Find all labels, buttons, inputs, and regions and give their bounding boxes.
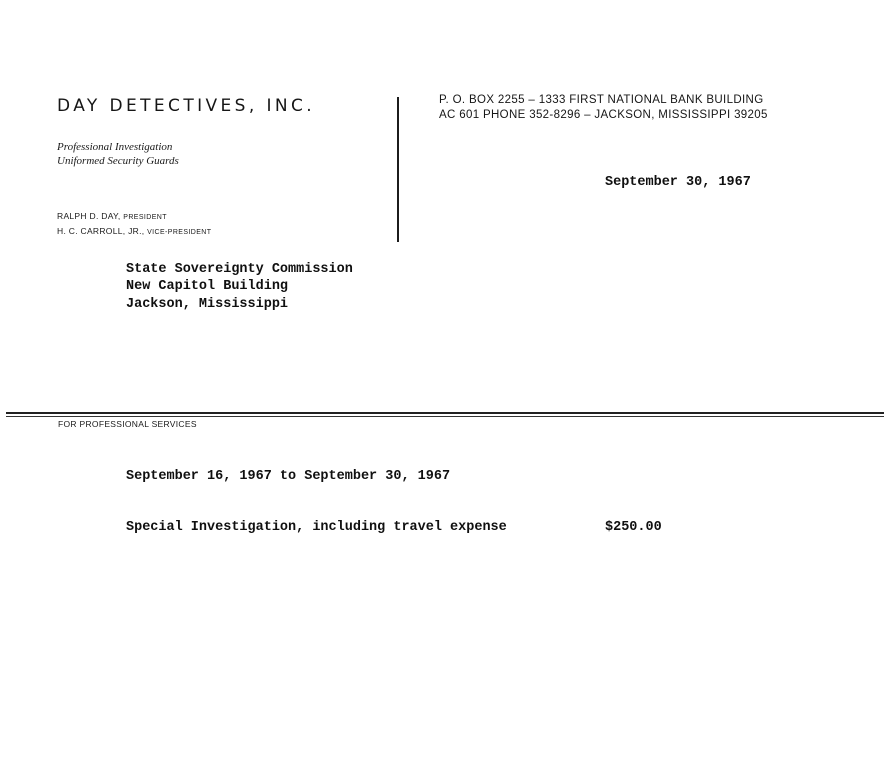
officer-title: PRESIDENT <box>123 214 167 221</box>
address-line-2: AC 601 PHONE 352-8296 – JACKSON, MISSISSIPPI 39205 <box>439 109 768 121</box>
service-item-description: Special Investigation, including travel expense <box>126 520 507 535</box>
tagline-security-guards: Uniformed Security Guards <box>57 155 179 167</box>
section-divider-top <box>6 412 884 414</box>
services-heading: FOR PROFESSIONAL SERVICES <box>58 419 197 429</box>
service-period: September 16, 1967 to September 30, 1967 <box>126 469 451 484</box>
letterhead-divider <box>397 97 399 242</box>
officer-name: H. C. CARROLL, JR., <box>57 226 145 236</box>
officer-president <box>57 211 167 221</box>
tagline-investigation: Professional Investigation <box>57 141 173 153</box>
officer-title: VICE-PRESIDENT <box>147 229 212 236</box>
section-divider-bottom <box>6 416 884 417</box>
officer-name: RALPH D. DAY, <box>57 211 121 221</box>
recipient-line-3: Jackson, Mississippi <box>126 297 289 312</box>
service-item-amount: $250.00 <box>605 520 662 535</box>
address-line-1: P. O. BOX 2255 – 1333 FIRST NATIONAL BANK BUILDING <box>439 94 764 106</box>
company-name: DAY DETECTIVES, INC. <box>57 96 316 116</box>
invoice-date: September 30, 1967 <box>605 175 751 190</box>
officer-vice-president <box>57 226 211 236</box>
recipient-line-2: New Capitol Building <box>126 279 289 294</box>
recipient-line-1: State Sovereignty Commission <box>126 262 353 277</box>
